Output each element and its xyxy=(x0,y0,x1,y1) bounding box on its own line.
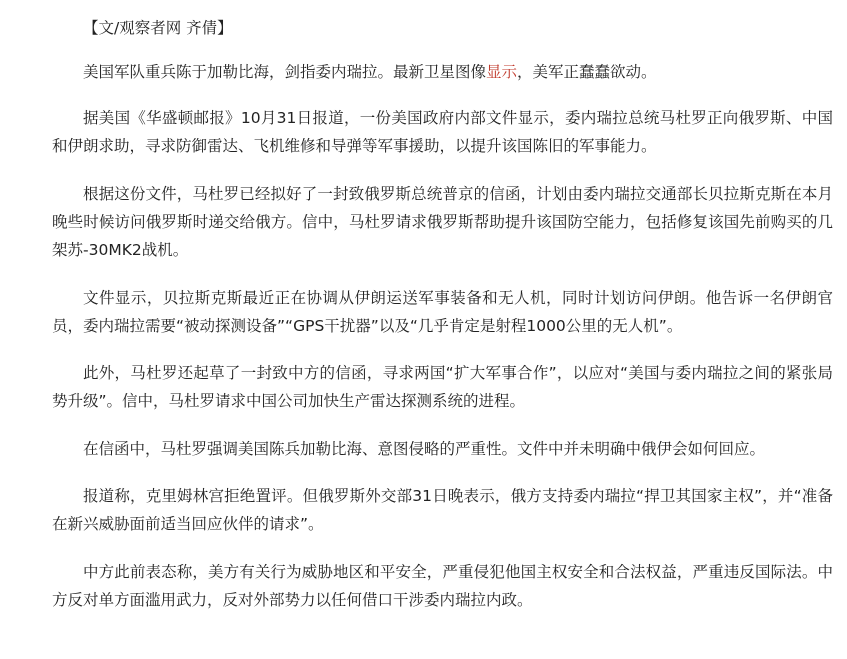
paragraph-1-text-before: 美国军队重兵陈于加勒比海，剑指委内瑞拉。最新卫星图像 xyxy=(83,63,487,81)
paragraph-2: 据美国《华盛顿邮报》10月31日报道，一份美国政府内部文件显示，委内瑞拉总统马杜罗正向俄罗斯、中国和伊朗求助，寻求防御雷达、飞机维修和导弹等军事援助，以提升该国陈旧的军事能力。 xyxy=(52,109,833,155)
paragraph-1-text-after: ，美军正蠢蠢欲动。 xyxy=(517,63,657,81)
paragraph-7: 报道称，克里姆林宫拒绝置评。但俄罗斯外交部31日晚表示，俄方支持委内瑞拉“捍卫其国家主权”，并“准备在新兴威胁面前适当回应伙伴的请求”。 xyxy=(52,487,833,533)
article-source: 【文/观察者网 齐倩】 xyxy=(83,19,233,37)
paragraph-4: 文件显示，贝拉斯克斯最近正在协调从伊朗运送军事装备和无人机，同时计划访问伊朗。他告诉一名伊朗官员，委内瑞拉需要“被动探测设备”“GPS干扰器”以及“几乎肯定是射程1000公里的无人机”。 xyxy=(52,289,833,335)
paragraph-1 xyxy=(52,58,833,86)
paragraph-5: 此外，马杜罗还起草了一封致中方的信函，寻求两国“扩大军事合作”，以应对“美国与委内瑞拉之间的紧张局势升级”。信中，马杜罗请求中国公司加快生产雷达探测系统的进程。 xyxy=(52,364,833,410)
paragraph-8: 中方此前表态称，美方有关行为威胁地区和平安全，严重侵犯他国主权安全和合法权益，严重违反国际法。中方反对单方面滥用武力，反对外部势力以任何借口干涉委内瑞拉内政。 xyxy=(52,563,833,609)
paragraph-6: 在信函中，马杜罗强调美国陈兵加勒比海、意图侵略的严重性。文件中并未明确中俄伊会如何回应。 xyxy=(83,440,766,458)
paragraph-3: 根据这份文件，马杜罗已经拟好了一封致俄罗斯总统普京的信函，计划由委内瑞拉交通部长贝拉斯克斯在本月晚些时候访问俄罗斯时递交给俄方。信中，马杜罗请求俄罗斯帮助提升该国防空能力，包括修复该国先前购买的几架苏-30MK2战机。 xyxy=(52,185,833,259)
inline-link-show[interactable]: 显示 xyxy=(486,63,518,81)
